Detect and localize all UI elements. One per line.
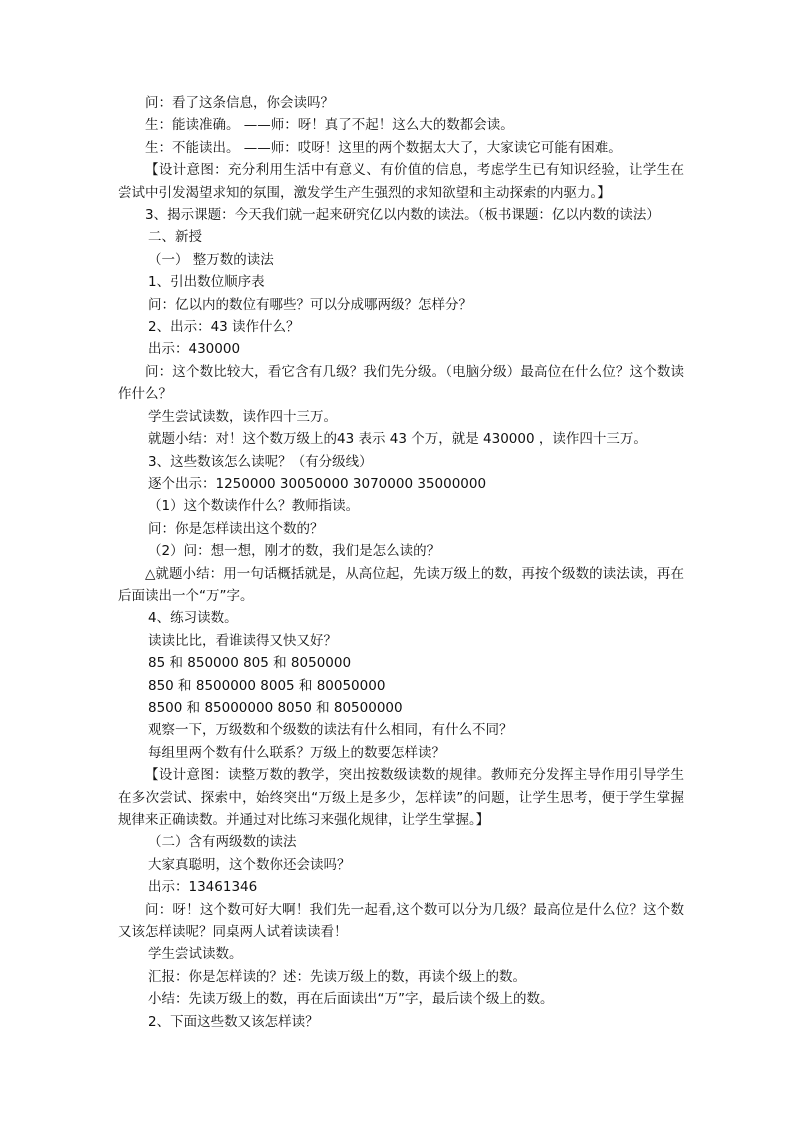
paragraph: 4、练习读数。	[148, 610, 238, 627]
paragraph: 问：看了这条信息，你会读吗？	[145, 95, 334, 111]
paragraph: △就题小结：用一句话概括就是，从高位起，先读万级上的数，再按个级数的读法读，再在后面读出一个“万”字。	[118, 565, 684, 604]
paragraph: 大家真聪明，这个数你还会读吗？	[148, 856, 351, 873]
paragraph: 生：不能读出。 ——师：哎呀！这里的两个数据太大了，大家读它可能有困难。	[145, 139, 622, 156]
paragraph: 2、下面这些数又该怎样读？	[148, 1013, 319, 1030]
section-heading: 二、新授	[148, 229, 202, 246]
paragraph: 2、出示：43 读作什么？	[148, 319, 300, 336]
paragraph: 8500 和 85000000 8050 和 80500000	[148, 699, 403, 716]
paragraph: 3、揭示课题：今天我们就一起来研究亿以内数的读法。（板书课题：亿以内数的读法）	[145, 207, 660, 224]
paragraph: 就题小结：对！这个数万级上的43 表示 43 个万，就是 430000 ，读作四十三万。	[148, 431, 647, 448]
paragraph: 85 和 850000 805 和 8050000	[148, 655, 352, 672]
paragraph: 问：这个数比较大，看它含有几级？我们先分级。（电脑分级）最高位在什么位？这个数读作什么？	[118, 363, 684, 403]
paragraph: （1）这个数读作什么？教师指读。	[148, 498, 360, 515]
paragraph: 小结：先读万级上的数，再在后面读出“万”字，最后读个级上的数。	[148, 991, 554, 1008]
paragraph: 汇报：你是怎样读的？述：先读万级上的数，再读个级上的数。	[148, 968, 526, 985]
paragraph: 3、这些数该怎么读呢？（有分级线）	[148, 453, 373, 470]
paragraph: 问：呀！这个数可好大啊！我们先一起看,这个数可以分为几级？最高位是什么位？这个数又该怎样读呢？同桌两人试着读读看！	[118, 901, 684, 941]
paragraph: 1、引出数位顺序表	[148, 274, 265, 291]
paragraph: 每组里两个数有什么联系？万级上的数要怎样读？	[148, 744, 445, 761]
paragraph: 问：你是怎样读出这个数的？	[148, 520, 324, 537]
subsection-heading: （二）含有两级数的读法	[148, 834, 297, 851]
paragraph: 问：亿以内的数位有哪些？可以分成哪两级？怎样分？	[148, 296, 472, 313]
paragraph: 学生尝试读数。	[148, 946, 243, 963]
subsection-heading: （一） 整万数的读法	[148, 251, 274, 268]
paragraph: 出示：13461346	[148, 879, 258, 896]
design-intent-paragraph: 【设计意图：充分利用生活中有意义、有价值的信息，考虑学生已有知识经验，让学生在尝试中引发渴望求知的氛围，激发学生产生强烈的求知欲望和主动探索的内驱力。】	[118, 162, 684, 201]
paragraph: 生：能读准确。 ——师：呀！真了不起！这么大的数都会读。	[145, 117, 514, 134]
paragraph: 850 和 8500000 8005 和 80050000	[148, 677, 386, 694]
paragraph: 出示：430000	[148, 341, 241, 358]
paragraph: （2）问：想一想，刚才的数，我们是怎么读的？	[148, 543, 441, 560]
paragraph: 学生尝试读数，读作四十三万。	[148, 408, 337, 425]
paragraph: 读读比比，看谁读得又快又好？	[148, 632, 337, 649]
paragraph: 逐个出示：1250000 30050000 3070000 35000000	[148, 475, 487, 492]
paragraph: 观察一下，万级数和个级数的读法有什么相同，有什么不同？	[148, 722, 513, 739]
design-intent-paragraph: 【设计意图：读整万数的教学，突出按数级读数的规律。教师充分发挥主导作用引导学生在多次尝试、探索中，始终突出“万级上是多少，怎样读”的问题，让学生思考，便于学生掌握规律来正确读数。并通过对比练习来强化规律，让学生掌握。】	[118, 767, 684, 828]
document-body	[118, 92, 684, 1033]
